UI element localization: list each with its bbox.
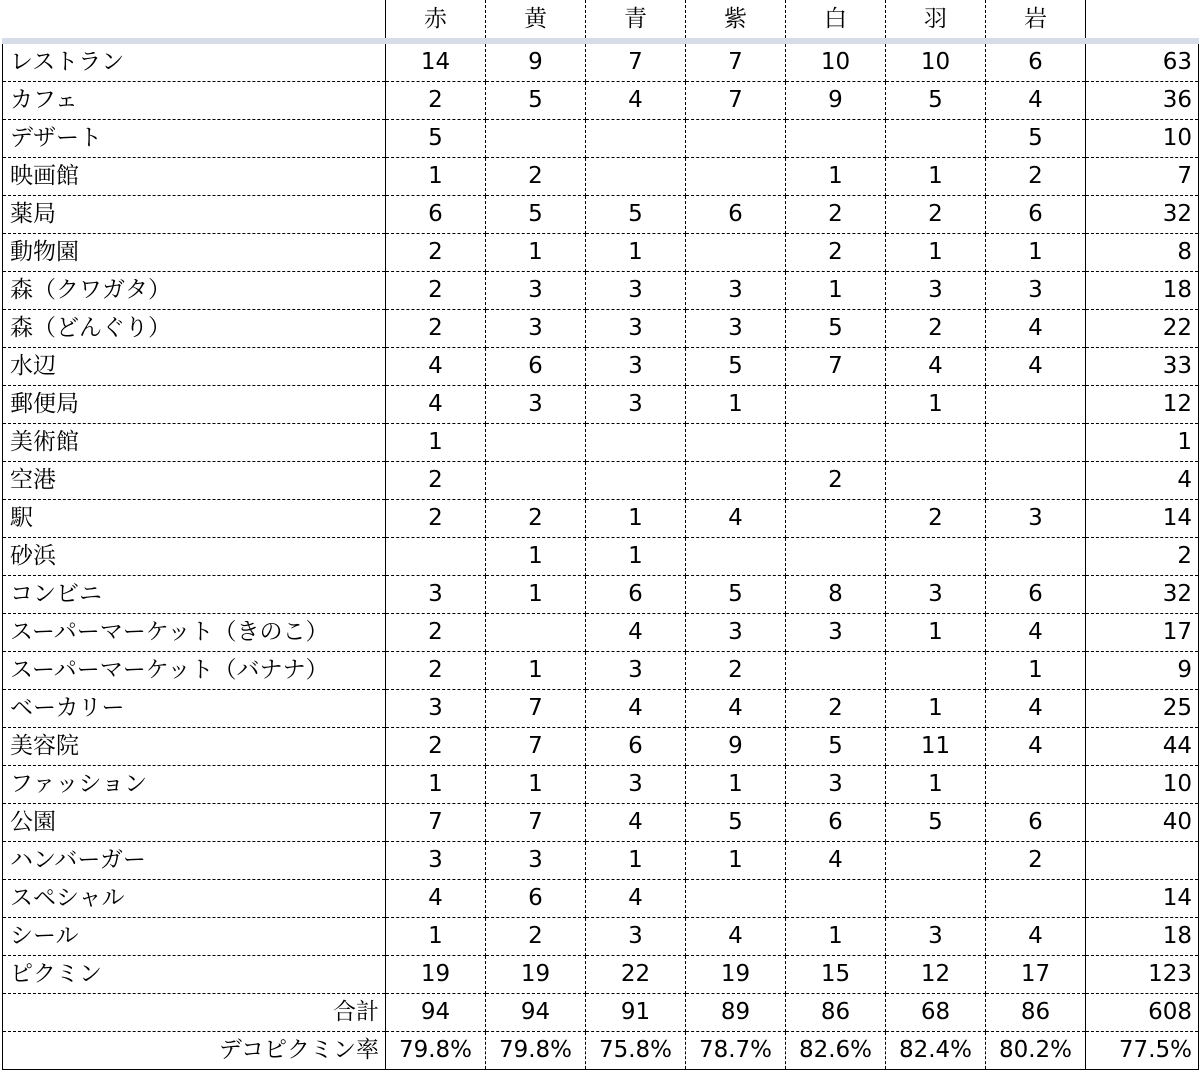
value-cell: 1	[886, 386, 986, 424]
row-total: 32	[1086, 196, 1199, 234]
table-row	[3, 500, 1199, 538]
rate-cell: 79.8%	[386, 1032, 486, 1070]
value-cell: 2	[386, 82, 486, 120]
value-cell: 5	[686, 576, 786, 614]
value-cell: 3	[586, 652, 686, 690]
table-row	[3, 576, 1199, 614]
value-cell: 4	[986, 690, 1086, 728]
row-total: 17	[1086, 614, 1199, 652]
value-cell: 2	[386, 728, 486, 766]
decor-pikmin-table	[2, 0, 1199, 1070]
value-cell: 6	[686, 196, 786, 234]
value-cell: 3	[886, 272, 986, 310]
row-label: スーパーマーケット（きのこ）	[3, 614, 386, 652]
value-cell: 7	[486, 728, 586, 766]
sum-cell: 86	[786, 994, 886, 1032]
value-cell	[686, 234, 786, 272]
value-cell: 17	[986, 956, 1086, 994]
row-total: 9	[1086, 652, 1199, 690]
value-cell: 4	[886, 348, 986, 386]
column-header: 白	[786, 0, 886, 41]
sum-cell: 86	[986, 994, 1086, 1032]
value-cell: 2	[386, 614, 486, 652]
value-cell: 4	[386, 386, 486, 424]
value-cell: 3	[386, 576, 486, 614]
value-cell: 1	[886, 158, 986, 196]
row-total: 36	[1086, 82, 1199, 120]
rate-cell: 78.7%	[686, 1032, 786, 1070]
value-cell	[786, 424, 886, 462]
value-cell: 11	[886, 728, 986, 766]
value-cell: 4	[986, 918, 1086, 956]
value-cell: 3	[586, 272, 686, 310]
table-row	[3, 234, 1199, 272]
value-cell	[686, 424, 786, 462]
column-header: 羽	[886, 0, 986, 41]
row-label: 森（どんぐり）	[3, 310, 386, 348]
value-cell: 3	[486, 272, 586, 310]
value-cell: 2	[386, 310, 486, 348]
value-cell: 7	[786, 348, 886, 386]
row-total: 18	[1086, 272, 1199, 310]
value-cell: 3	[986, 272, 1086, 310]
value-cell: 3	[486, 386, 586, 424]
value-cell	[486, 120, 586, 158]
value-cell: 6	[986, 196, 1086, 234]
value-cell: 4	[686, 918, 786, 956]
value-cell: 4	[586, 82, 686, 120]
column-header: 岩	[986, 0, 1086, 41]
value-cell: 10	[786, 41, 886, 82]
value-cell: 6	[586, 728, 686, 766]
value-cell: 7	[486, 690, 586, 728]
value-cell: 2	[386, 652, 486, 690]
value-cell	[886, 842, 986, 880]
row-total: 14	[1086, 500, 1199, 538]
value-cell: 3	[486, 842, 586, 880]
value-cell	[886, 880, 986, 918]
value-cell: 1	[886, 766, 986, 804]
row-label: スーパーマーケット（バナナ）	[3, 652, 386, 690]
value-cell: 2	[386, 462, 486, 500]
value-cell: 6	[986, 41, 1086, 82]
value-cell: 3	[386, 690, 486, 728]
row-label: カフェ	[3, 82, 386, 120]
sum-cell: 94	[486, 994, 586, 1032]
value-cell: 12	[886, 956, 986, 994]
value-cell: 1	[586, 234, 686, 272]
column-header: 紫	[686, 0, 786, 41]
table-row	[3, 614, 1199, 652]
table-row	[3, 918, 1199, 956]
value-cell	[486, 424, 586, 462]
table-row	[3, 462, 1199, 500]
sum-label: 合計	[3, 994, 386, 1032]
row-label: スペシャル	[3, 880, 386, 918]
row-total: 40	[1086, 804, 1199, 842]
value-cell: 3	[586, 386, 686, 424]
value-cell: 5	[486, 82, 586, 120]
value-cell: 4	[586, 880, 686, 918]
value-cell	[486, 614, 586, 652]
row-total: 4	[1086, 462, 1199, 500]
row-label: 美術館	[3, 424, 386, 462]
value-cell	[986, 386, 1086, 424]
table-row	[3, 386, 1199, 424]
value-cell: 1	[386, 158, 486, 196]
value-cell: 2	[786, 196, 886, 234]
value-cell: 3	[786, 614, 886, 652]
value-cell: 7	[686, 41, 786, 82]
value-cell	[886, 538, 986, 576]
value-cell: 7	[486, 804, 586, 842]
value-cell: 1	[486, 766, 586, 804]
value-cell: 6	[486, 348, 586, 386]
value-cell: 4	[386, 348, 486, 386]
value-cell: 19	[386, 956, 486, 994]
value-cell: 10	[886, 41, 986, 82]
value-cell	[986, 880, 1086, 918]
rate-cell: 82.4%	[886, 1032, 986, 1070]
column-header: 黄	[486, 0, 586, 41]
sum-cell: 94	[386, 994, 486, 1032]
row-label: シール	[3, 918, 386, 956]
row-total: 63	[1086, 41, 1199, 82]
value-cell: 1	[486, 576, 586, 614]
value-cell: 2	[886, 310, 986, 348]
sum-total: 608	[1086, 994, 1199, 1032]
value-cell	[886, 424, 986, 462]
row-label: 砂浜	[3, 538, 386, 576]
value-cell	[586, 424, 686, 462]
table-row	[3, 766, 1199, 804]
header-row	[3, 0, 1199, 41]
value-cell: 9	[786, 82, 886, 120]
row-label: ファッション	[3, 766, 386, 804]
rate-total: 77.5%	[1086, 1032, 1199, 1070]
table-row	[3, 120, 1199, 158]
sum-cell: 68	[886, 994, 986, 1032]
row-total: 14	[1086, 880, 1199, 918]
value-cell: 6	[986, 576, 1086, 614]
row-total: 32	[1086, 576, 1199, 614]
value-cell: 3	[686, 614, 786, 652]
value-cell: 2	[886, 500, 986, 538]
value-cell: 3	[586, 310, 686, 348]
value-cell	[586, 120, 686, 158]
value-cell: 2	[786, 462, 886, 500]
value-cell: 3	[886, 576, 986, 614]
row-label: ピクミン	[3, 956, 386, 994]
value-cell	[786, 120, 886, 158]
table-row	[3, 538, 1199, 576]
table-row	[3, 272, 1199, 310]
column-header: 青	[586, 0, 686, 41]
value-cell: 6	[986, 804, 1086, 842]
table-row	[3, 348, 1199, 386]
row-label: ベーカリー	[3, 690, 386, 728]
row-label: ハンバーガー	[3, 842, 386, 880]
row-label: 郵便局	[3, 386, 386, 424]
row-total: 2	[1086, 538, 1199, 576]
header-total-cell	[1086, 0, 1199, 41]
value-cell: 5	[786, 310, 886, 348]
value-cell: 1	[386, 766, 486, 804]
value-cell	[586, 462, 686, 500]
value-cell: 3	[786, 766, 886, 804]
rate-cell: 75.8%	[586, 1032, 686, 1070]
row-total: 22	[1086, 310, 1199, 348]
rate-cell: 80.2%	[986, 1032, 1086, 1070]
value-cell: 6	[486, 880, 586, 918]
value-cell: 22	[586, 956, 686, 994]
value-cell: 4	[986, 348, 1086, 386]
value-cell: 4	[686, 690, 786, 728]
value-cell: 2	[386, 234, 486, 272]
value-cell: 5	[386, 120, 486, 158]
value-cell: 8	[786, 576, 886, 614]
value-cell: 1	[586, 500, 686, 538]
value-cell: 7	[386, 804, 486, 842]
row-total: 1	[1086, 424, 1199, 462]
row-label: レストラン	[3, 41, 386, 82]
value-cell: 3	[686, 310, 786, 348]
value-cell	[786, 538, 886, 576]
row-label: 公園	[3, 804, 386, 842]
row-label: 動物園	[3, 234, 386, 272]
value-cell: 2	[986, 842, 1086, 880]
value-cell: 5	[486, 196, 586, 234]
value-cell: 1	[886, 690, 986, 728]
value-cell: 3	[986, 500, 1086, 538]
value-cell: 19	[486, 956, 586, 994]
value-cell: 3	[386, 842, 486, 880]
sum-cell: 91	[586, 994, 686, 1032]
rate-label: デコピクミン率	[3, 1032, 386, 1070]
value-cell: 1	[886, 614, 986, 652]
row-label: デザート	[3, 120, 386, 158]
table-row	[3, 652, 1199, 690]
table-body	[3, 41, 1199, 994]
value-cell	[886, 120, 986, 158]
value-cell: 7	[586, 41, 686, 82]
value-cell: 1	[586, 538, 686, 576]
value-cell: 4	[586, 690, 686, 728]
value-cell: 1	[686, 386, 786, 424]
value-cell: 9	[486, 41, 586, 82]
value-cell: 1	[986, 652, 1086, 690]
value-cell: 5	[886, 804, 986, 842]
row-total: 44	[1086, 728, 1199, 766]
table-row	[3, 804, 1199, 842]
row-label: 空港	[3, 462, 386, 500]
row-total: 10	[1086, 766, 1199, 804]
value-cell: 1	[386, 424, 486, 462]
value-cell	[986, 424, 1086, 462]
row-total: 8	[1086, 234, 1199, 272]
table-row	[3, 690, 1199, 728]
value-cell	[986, 538, 1086, 576]
value-cell: 4	[386, 880, 486, 918]
value-cell: 4	[786, 842, 886, 880]
value-cell: 1	[486, 538, 586, 576]
table-row	[3, 196, 1199, 234]
value-cell: 5	[586, 196, 686, 234]
value-cell	[686, 880, 786, 918]
value-cell: 4	[686, 500, 786, 538]
table-row	[3, 424, 1199, 462]
table-row	[3, 310, 1199, 348]
value-cell: 5	[686, 804, 786, 842]
value-cell: 2	[486, 158, 586, 196]
value-cell	[586, 158, 686, 196]
value-cell	[786, 880, 886, 918]
rate-cell: 82.6%	[786, 1032, 886, 1070]
value-cell	[686, 158, 786, 196]
value-cell	[486, 462, 586, 500]
value-cell: 14	[386, 41, 486, 82]
table-row	[3, 880, 1199, 918]
value-cell: 1	[786, 272, 886, 310]
value-cell: 6	[786, 804, 886, 842]
row-label: 美容院	[3, 728, 386, 766]
value-cell: 4	[986, 614, 1086, 652]
value-cell: 4	[986, 310, 1086, 348]
value-cell: 2	[986, 158, 1086, 196]
row-total: 123	[1086, 956, 1199, 994]
value-cell	[686, 462, 786, 500]
value-cell: 2	[486, 500, 586, 538]
column-header: 赤	[386, 0, 486, 41]
table-row	[3, 82, 1199, 120]
value-cell: 5	[786, 728, 886, 766]
row-label: 駅	[3, 500, 386, 538]
value-cell: 4	[986, 82, 1086, 120]
row-label: コンビニ	[3, 576, 386, 614]
value-cell: 3	[586, 348, 686, 386]
value-cell: 2	[386, 500, 486, 538]
value-cell: 1	[686, 766, 786, 804]
value-cell: 3	[886, 918, 986, 956]
value-cell	[886, 462, 986, 500]
row-total	[1086, 842, 1199, 880]
value-cell: 2	[786, 234, 886, 272]
table-row	[3, 728, 1199, 766]
table-row	[3, 842, 1199, 880]
value-cell: 2	[486, 918, 586, 956]
value-cell	[786, 386, 886, 424]
value-cell: 3	[686, 272, 786, 310]
value-cell: 2	[386, 272, 486, 310]
value-cell	[886, 652, 986, 690]
sum-cell: 89	[686, 994, 786, 1032]
row-label: 水辺	[3, 348, 386, 386]
value-cell: 3	[486, 310, 586, 348]
value-cell: 3	[586, 918, 686, 956]
value-cell: 1	[486, 234, 586, 272]
value-cell: 5	[886, 82, 986, 120]
value-cell: 1	[386, 918, 486, 956]
rate-row	[3, 1032, 1199, 1070]
value-cell: 4	[586, 614, 686, 652]
value-cell: 1	[786, 158, 886, 196]
value-cell: 1	[786, 918, 886, 956]
value-cell: 15	[786, 956, 886, 994]
value-cell	[686, 120, 786, 158]
row-total: 33	[1086, 348, 1199, 386]
value-cell: 1	[886, 234, 986, 272]
value-cell: 2	[786, 690, 886, 728]
value-cell	[386, 538, 486, 576]
value-cell: 4	[586, 804, 686, 842]
value-cell: 4	[986, 728, 1086, 766]
row-label: 森（クワガタ）	[3, 272, 386, 310]
row-total: 18	[1086, 918, 1199, 956]
table-row	[3, 956, 1199, 994]
rate-cell: 79.8%	[486, 1032, 586, 1070]
value-cell: 1	[486, 652, 586, 690]
value-cell: 5	[986, 120, 1086, 158]
table-row	[3, 158, 1199, 196]
value-cell: 2	[886, 196, 986, 234]
table-row	[3, 41, 1199, 82]
value-cell: 1	[686, 842, 786, 880]
value-cell	[786, 500, 886, 538]
value-cell: 19	[686, 956, 786, 994]
value-cell: 6	[586, 576, 686, 614]
row-total: 7	[1086, 158, 1199, 196]
row-total: 25	[1086, 690, 1199, 728]
header-label-cell	[3, 0, 386, 41]
sum-row	[3, 994, 1199, 1032]
row-total: 10	[1086, 120, 1199, 158]
row-total: 12	[1086, 386, 1199, 424]
value-cell: 1	[586, 842, 686, 880]
value-cell: 2	[686, 652, 786, 690]
value-cell: 1	[986, 234, 1086, 272]
row-label: 映画館	[3, 158, 386, 196]
value-cell: 9	[686, 728, 786, 766]
value-cell	[786, 652, 886, 690]
value-cell: 6	[386, 196, 486, 234]
value-cell: 3	[586, 766, 686, 804]
value-cell	[986, 766, 1086, 804]
value-cell	[686, 538, 786, 576]
value-cell: 7	[686, 82, 786, 120]
value-cell	[986, 462, 1086, 500]
row-label: 薬局	[3, 196, 386, 234]
value-cell: 5	[686, 348, 786, 386]
